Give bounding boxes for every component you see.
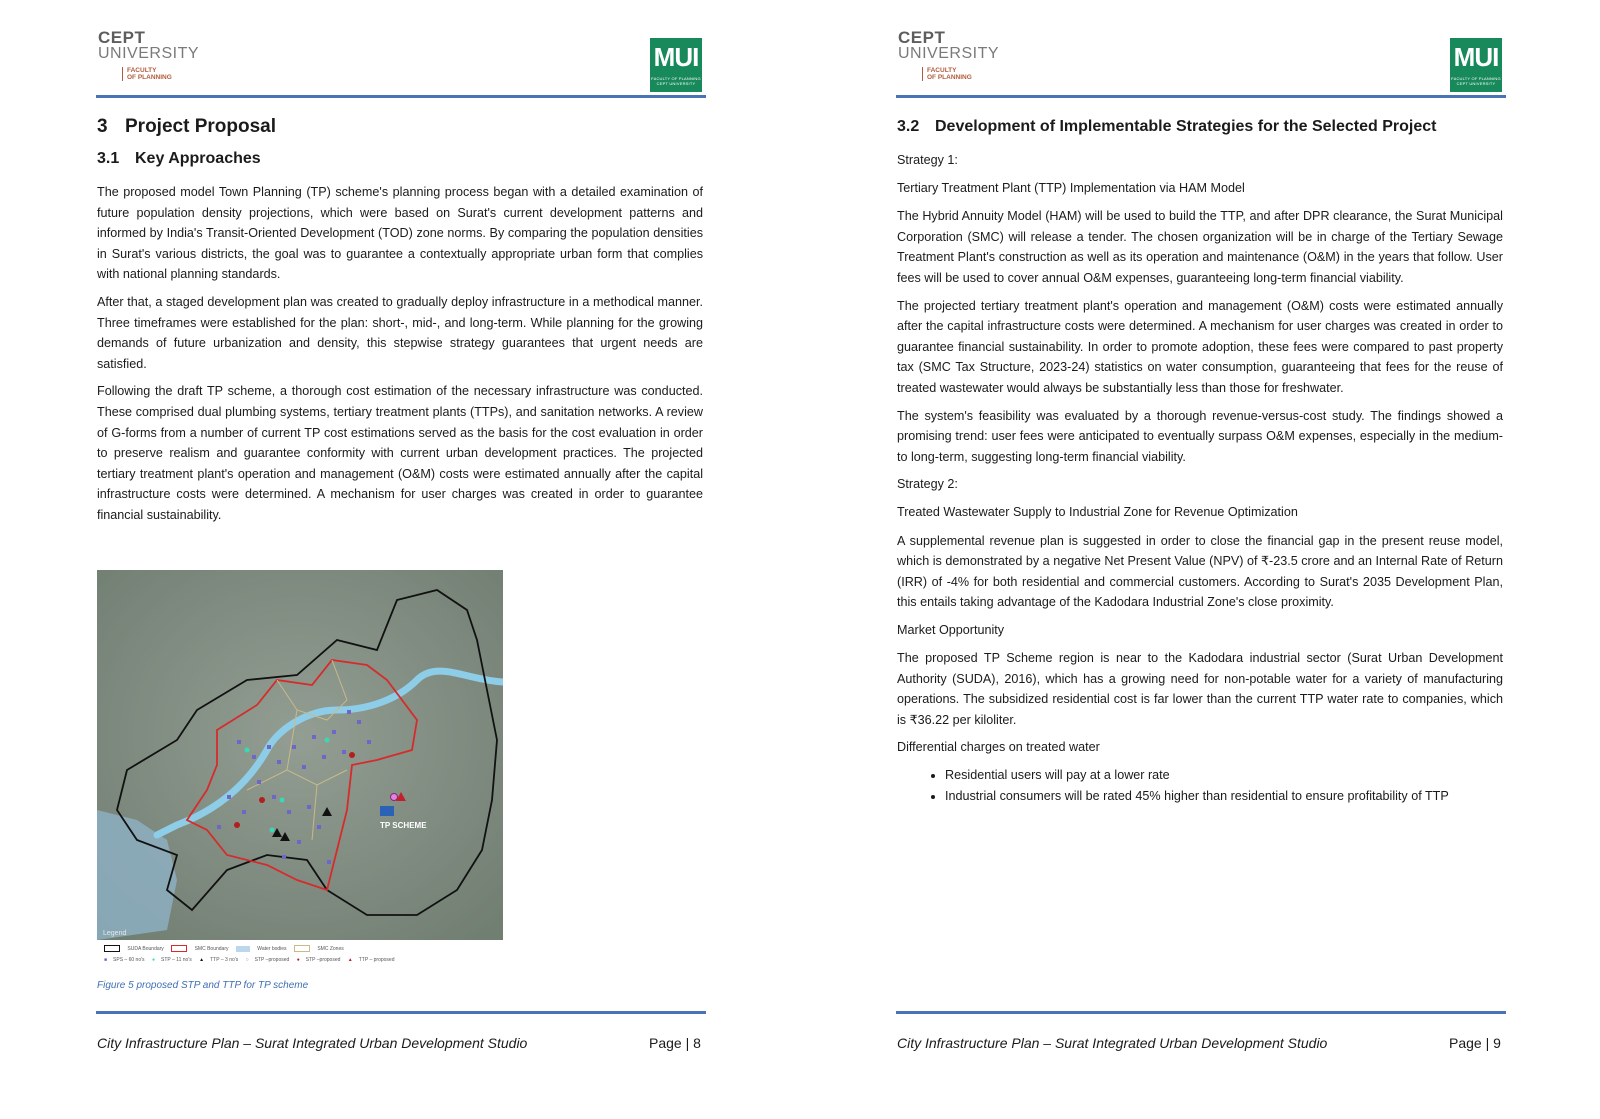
mui-logo: MUI FACULTY OF PLANNING CEPT UNIVERSITY xyxy=(1450,38,1502,92)
differential-charges-label: Differential charges on treated water xyxy=(897,740,1100,755)
footer-title: City Infrastructure Plan – Surat Integrated Urban Development Studio xyxy=(97,1035,528,1051)
map-legend-row-2: ■ SPS – 60 no's ● STP – 11 no's ▲ TTP – 3 no's ○ STP –proposed ● STP –proposed ▲ TTP – proposed xyxy=(104,957,395,963)
strategy-1-label: Strategy 1: xyxy=(897,153,958,167)
paragraph: The proposed model Town Planning (TP) scheme's planning process began with a detailed examination of future population density projections, which were based on Surat's current development patterns and informed by India's Transit-Oriented Development (TOD) zone norms. By comparing the population densities in Surat's various districts, the goal was to guarantee a contextually appropriate urban form that complies with national planning standards. xyxy=(97,185,703,282)
list-item: • Industrial consumers will be rated 45% higher than residential to ensure profitability of TTP xyxy=(945,786,1503,807)
paragraph: A supplemental revenue plan is suggested in order to close the financial gap in the present reuse model, which is demonstrated by a negative Net Present Value (NPV) of ₹-23.5 crore and an Internal Rate of Return (IRR) of -4% for both residential and commercial customers. According to Surat's 2035 Development Plan, this entails taking advantage of the Kadodara Industrial Zone's close proximity. xyxy=(897,533,1503,610)
cept-university-logo: CEPT UNIVERSITY FACULTY OF PLANNING xyxy=(98,28,200,81)
paragraph: The proposed TP Scheme region is near to the Kadodara industrial sector (Surat Urban Development Authority (SUDA), 2016), which has a growing need for non-potable water for a variety of manufacturing operations. The subsidized residential cost is far lower than the current TTP water rate to companies, which is ₹36.22 per kiloliter. xyxy=(897,650,1503,727)
strategies-body xyxy=(897,150,1503,807)
paragraph: The projected tertiary treatment plant's operation and management (O&M) costs were estimated annually after the capital infrastructure costs were determined. A mechanism for user charges was created in order to guarantee financial sustainability. In order to promote adoption, these fees were compared to past property tax (SMC Tax Structure, 2023-24) statistics on water consumption, guaranteeing that fees for the reuse of treated wastewater would always be substantially less than those for freshwater. xyxy=(897,298,1503,395)
list-item: • Residential users will pay at a lower rate xyxy=(945,765,1503,786)
cept-university-logo: CEPT UNIVERSITY FACULTY OF PLANNING xyxy=(898,28,1000,81)
header-rule xyxy=(896,95,1506,98)
header-rule xyxy=(96,95,706,98)
tp-scheme-label: TP SCHEME xyxy=(380,821,427,830)
page-number: Page | 9 xyxy=(1449,1035,1501,1051)
paragraph: The system's feasibility was evaluated by a thorough revenue-versus-cost study. The findings showed a promising trend: user fees were anticipated to eventually surpass O&M expenses, especially in the medium- to long-term, suggesting long-term financial viability. xyxy=(897,408,1503,464)
page-number: Page | 8 xyxy=(649,1035,701,1051)
right-page xyxy=(800,0,1600,1119)
paragraph: Following the draft TP scheme, a thorough cost estimation of the necessary infrastructure was conducted. These comprised dual plumbing systems, tertiary treatment plants (TTPs), and sanitation networks. A review of G-forms from a number of current TP cost estimations served as the basis for the cost evaluation in order to preserve realism and guarantee conformity with current urban development practices. The projected tertiary treatment plant's operation and management (O&M) costs were estimated annually after the capital infrastructure costs were determined. A mechanism for user charges was created in order to guarantee financial sustainability. xyxy=(97,384,703,522)
bullet-list xyxy=(897,765,1503,807)
surat-map-figure xyxy=(97,570,503,940)
key-approaches-body xyxy=(97,182,703,533)
strategy-2-title: Treated Wastewater Supply to Industrial Zone for Revenue Optimization xyxy=(897,505,1298,520)
paragraph: After that, a staged development plan was created to gradually deploy infrastructure in a methodical manner. Three timeframes were established for the plan: short-, mid-, and long-term. While planning for the growing demands of future urbanization and density, this stepwise strategy guarantees that urgent needs are satisfied. xyxy=(97,294,703,371)
heading-key-approaches: 3.1 Key Approaches xyxy=(97,150,261,167)
strategy-2-label: Strategy 2: xyxy=(897,477,958,492)
tp-scheme-area xyxy=(380,806,394,816)
heading-implementable-strategies: 3.2 Development of Implementable Strategies for the Selected Project xyxy=(897,118,1437,135)
footer-rule xyxy=(96,1011,706,1014)
legend-title: Legend xyxy=(103,930,127,937)
market-opportunity-label: Market Opportunity xyxy=(897,622,1005,637)
figure-caption: Figure 5 proposed STP and TTP for TP scheme xyxy=(97,980,309,991)
footer-rule xyxy=(896,1011,1506,1014)
paragraph: The Hybrid Annuity Model (HAM) will be used to build the TTP, and after DPR clearance, the Surat Municipal Corporation (SMC) will release a tender. The chosen organization will be in charge of the Tertiary Sewage Treatment Plant's construction as well as its operation and maintenance (O&M) in the years that follow. User fees will be used to cover annual O&M expenses, guaranteeing long-term financial viability. xyxy=(897,209,1503,285)
stp-proposed-pink xyxy=(391,794,398,801)
heading-project-proposal: 3 Project Proposal xyxy=(97,116,276,137)
mui-logo: MUI FACULTY OF PLANNING CEPT UNIVERSITY xyxy=(650,38,702,92)
map-legend-row-1: SUDA Boundary SMC Boundary Water bodies SMC Zones xyxy=(104,945,350,952)
footer-title: City Infrastructure Plan – Surat Integrated Urban Development Studio xyxy=(897,1035,1328,1051)
strategy-1-title: Tertiary Treatment Plant (TTP) Implementation via HAM Model xyxy=(897,181,1245,196)
